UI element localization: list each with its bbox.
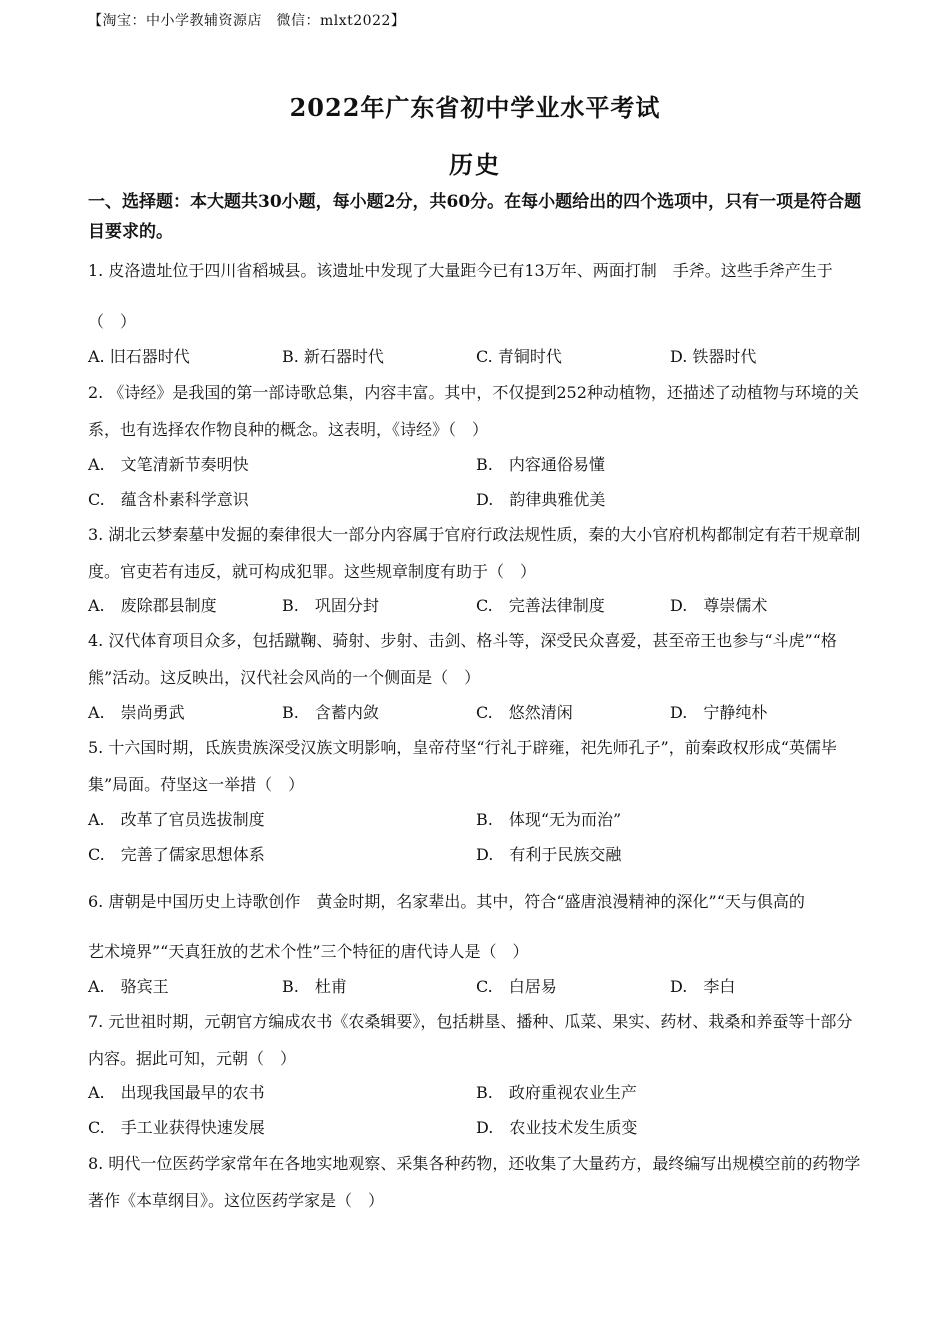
question-5-options-row2 <box>88 840 868 870</box>
option-d[interactable]: D. 韵律典雅优美 <box>476 490 606 509</box>
option-b[interactable]: B. 新石器时代 <box>282 347 384 366</box>
option-d[interactable]: D. 铁器时代 <box>670 347 757 366</box>
option-a[interactable]: A. 崇尚勇武 <box>88 703 185 722</box>
question-2-options <box>88 450 868 480</box>
option-b[interactable]: B. 内容通俗易懂 <box>476 455 605 474</box>
option-b[interactable]: B. 体现“无为而治” <box>476 810 622 829</box>
option-c[interactable]: C. 完善法律制度 <box>476 596 605 615</box>
question-2-options-row2 <box>88 485 868 515</box>
question-1-bracket: （ ） <box>88 312 137 331</box>
option-d[interactable]: D. 农业技术发生质变 <box>476 1118 638 1137</box>
question-7: 7. 元世祖时期，元朝官方编成农书《农桑辑要》，包括耕垦、播种、瓜菜、果实、药材、栽桑和养蚕等十部分内容。据此可知，元朝（ ） <box>88 1012 853 1068</box>
option-a[interactable]: A. 废除郡县制度 <box>88 596 217 615</box>
option-a[interactable]: A. 文笔清新节奏明快 <box>88 455 249 474</box>
option-c[interactable]: C. 蕴含朴素科学意识 <box>88 490 249 509</box>
option-c[interactable]: C. 青铜时代 <box>476 347 562 366</box>
option-a[interactable]: A. 改革了官员选拔制度 <box>88 810 265 829</box>
option-a[interactable]: A. 出现我国最早的农书 <box>88 1083 265 1102</box>
option-b[interactable]: B. 政府重视农业生产 <box>476 1083 637 1102</box>
question-1-options <box>88 342 868 372</box>
option-c[interactable]: C. 白居易 <box>476 977 557 996</box>
option-d[interactable]: D. 尊崇儒术 <box>670 596 768 615</box>
option-a[interactable]: A. 旧石器时代 <box>88 347 190 366</box>
option-d[interactable]: D. 李白 <box>670 977 736 996</box>
question-4: 4. 汉代体育项目众多，包括蹴鞠、骑射、步射、击剑、格斗等，深受民众喜爱，甚至帝王也参与“斗虎”“格熊”活动。这反映出，汉代社会风尚的一个侧面是（ ） <box>88 631 837 687</box>
question-6-options <box>88 972 868 1002</box>
question-8: 8. 明代一位医药学家常年在各地实地观察、采集各种药物，还收集了大量药方，最终编写出规模空前的药物学著作《本草纲目》。这位医药学家是（ ） <box>88 1154 861 1210</box>
option-a[interactable]: A. 骆宾王 <box>88 977 169 996</box>
section-heading: 一、选择题：本大题共30小题，每小题2分，共60分。在每小题给出的四个选项中，只有一项是符合题目要求的。 <box>88 192 862 242</box>
question-3-options <box>88 591 868 621</box>
subject-title: 历史 <box>449 150 501 179</box>
option-c[interactable]: C. 悠然清闲 <box>476 703 573 722</box>
question-7-options <box>88 1078 868 1108</box>
question-2: 2. 《诗经》是我国的第一部诗歌总集，内容丰富。其中，不仅提到252种动植物，还描述了动植物与环境的关系，也有选择农作物良种的概念。这表明，《诗经》（ ） <box>88 383 859 439</box>
question-4-options <box>88 698 868 728</box>
option-c[interactable]: C. 完善了儒家思想体系 <box>88 845 265 864</box>
option-c[interactable]: C. 手工业获得快速发展 <box>88 1118 265 1137</box>
option-d[interactable]: D. 宁静纯朴 <box>670 703 768 722</box>
option-b[interactable]: B. 含蓄内敛 <box>282 703 379 722</box>
header-note: 【淘宝：中小学教辅资源店 微信：mlxt2022】 <box>88 13 406 29</box>
option-d[interactable]: D. 有利于民族交融 <box>476 845 622 864</box>
question-7-options-row2 <box>88 1113 868 1143</box>
question-6-line2: 艺术境界”“天真狂放的艺术个性”三个特征的唐代诗人是（ ） <box>88 942 529 961</box>
question-1: 1. 皮洛遗址位于四川省稻城县。该遗址中发现了大量距今已有13万年、两面打制 手斧。这些手斧产生于 <box>88 261 833 280</box>
question-6: 6. 唐朝是中国历史上诗歌创作 黄金时期，名家辈出。其中，符合“盛唐浪漫精神的深化”“天与俱高的 <box>88 892 805 911</box>
option-b[interactable]: B. 杜甫 <box>282 977 347 996</box>
question-5: 5. 十六国时期，氐族贵族深受汉族文明影响，皇帝苻坚“行礼于辟雍，祀先师孔子”，前秦政权形成“英儒毕集”局面。苻坚这一举措（ ） <box>88 738 837 794</box>
question-5-options <box>88 805 868 835</box>
question-3: 3. 湖北云梦秦墓中发掘的秦律很大一部分内容属于官府行政法规性质，秦的大小官府机构都制定有若干规章制度。官吏若有违反，就可构成犯罪。这些规章制度有助于（ ） <box>88 525 861 581</box>
option-b[interactable]: B. 巩固分封 <box>282 596 379 615</box>
page-title: 2022年广东省初中学业水平考试 <box>289 93 661 122</box>
